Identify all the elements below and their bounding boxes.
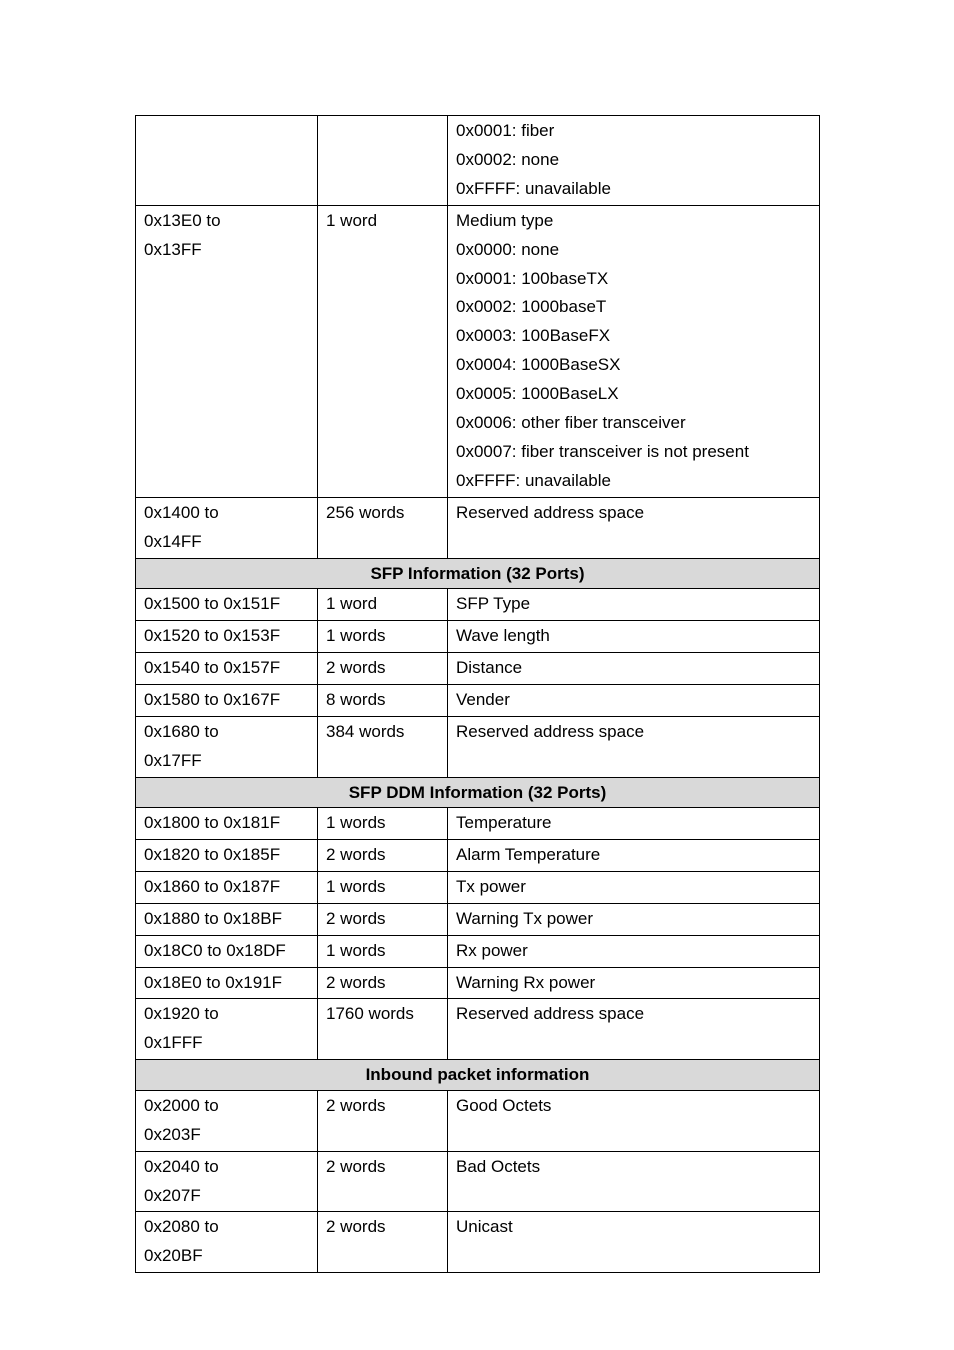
size-cell [318,589,448,621]
table-row [136,967,820,999]
address-cell-line: 0x1820 to 0x185F [144,844,281,864]
description-cell-line: Medium type [456,210,554,230]
address-cell [136,116,318,206]
address-cell-line: 0x1500 to 0x151F [144,594,281,614]
size-cell-line: 2 words [326,908,386,928]
description-cell-line: 0x0002: 1000baseT [456,297,607,317]
section-header-ddm [136,777,820,808]
address-cell [136,1151,318,1212]
size-cell-line: 1 words [326,876,386,896]
size-cell [318,967,448,999]
table-row [136,589,820,621]
size-cell [318,871,448,903]
description-cell [448,684,820,716]
address-cell-line: 0x13E0 to [144,210,221,230]
address-cell-line: 0x2040 to [144,1156,219,1176]
description-cell-line: Unicast [456,1217,513,1237]
description-cell-line: 0x0006: other fiber transceiver [456,413,686,433]
description-cell [448,116,820,206]
size-cell-line: 8 words [326,689,386,709]
description-cell-line: Tx power [456,876,526,896]
size-cell-line: 1 words [326,813,386,833]
size-cell [318,839,448,871]
address-cell-line: 0x1520 to 0x153F [144,626,281,645]
table-row [136,903,820,935]
table-row [136,497,820,558]
address-cell [136,808,318,840]
description-cell [448,935,820,967]
address-cell-line: 0x1FFF [144,1033,203,1053]
description-cell-line: 0x0001: fiber [456,121,555,140]
description-cell [448,589,820,621]
table-row [136,716,820,777]
description-cell-line: Temperature [456,813,552,833]
description-cell [448,205,820,497]
address-cell-line: 0x2080 to [144,1217,219,1237]
description-cell [448,808,820,840]
size-cell [318,497,448,558]
size-cell-line: 1 word [326,594,378,614]
description-cell-line: Vender [456,689,510,709]
size-cell [318,1151,448,1212]
description-cell [448,903,820,935]
address-cell [136,935,318,967]
address-cell [136,684,318,716]
description-cell-line: Reserved address space [456,502,645,522]
description-cell-line: Distance [456,657,523,677]
description-cell-line: 0x0000: none [456,239,560,259]
address-cell [136,652,318,684]
address-cell-line: 0x13FF [144,239,202,259]
address-cell [136,716,318,777]
address-cell [136,999,318,1060]
address-cell-line: 0x17FF [144,750,202,770]
size-cell-line: 2 words [326,1217,386,1237]
register-map-body [136,116,820,1273]
section-title: SFP DDM Information (32 Ports) [136,777,820,808]
section-title: Inbound packet information [136,1060,820,1091]
description-cell [448,967,820,999]
size-cell [318,935,448,967]
size-cell [318,1212,448,1273]
table-row [136,1151,820,1212]
size-cell-line: 2 words [326,657,386,677]
address-cell [136,871,318,903]
address-cell [136,839,318,871]
table-row [136,1090,820,1151]
size-cell-line: 1 words [326,940,386,960]
size-cell [318,903,448,935]
section-header-inbound [136,1060,820,1091]
description-cell-line: Warning Tx power [456,908,593,928]
description-cell-line: Alarm Temperature [456,844,601,864]
address-cell [136,205,318,497]
size-cell [318,652,448,684]
address-cell-line: 0x18C0 to 0x18DF [144,940,286,960]
size-cell-line: 256 words [326,502,405,522]
description-cell-line: 0x0005: 1000BaseLX [456,384,619,404]
address-cell [136,1090,318,1151]
address-cell-line: 0x1920 to [144,1004,219,1024]
description-cell-line: 0x0003: 100BaseFX [456,326,611,346]
size-cell-line: 2 words [326,1156,386,1176]
description-cell-line: 0xFFFF: unavailable [456,470,611,490]
address-cell-line: 0x2000 to [144,1095,219,1115]
address-cell-line: 0x207F [144,1185,201,1205]
address-cell [136,967,318,999]
section-title: SFP Information (32 Ports) [136,558,820,589]
description-cell-line: 0x0002: none [456,149,560,169]
description-cell-line: Rx power [456,940,528,960]
description-cell-line: Good Octets [456,1095,552,1115]
address-cell-line: 0x1580 to 0x167F [144,689,281,709]
address-cell-line: 0x20BF [144,1246,203,1266]
table-row [136,116,820,206]
description-cell [448,871,820,903]
description-cell-line: 0x0001: 100baseTX [456,268,609,288]
size-cell [318,684,448,716]
description-cell [448,839,820,871]
description-cell [448,999,820,1060]
table-row [136,935,820,967]
address-cell-line: 0x203F [144,1124,201,1144]
section-header-sfp [136,558,820,589]
description-cell-line: SFP Type [456,594,531,614]
description-cell [448,716,820,777]
address-cell-line: 0x18E0 to 0x191F [144,972,282,992]
table-row [136,999,820,1060]
table-row [136,839,820,871]
table-row [136,808,820,840]
address-cell-line: 0x1800 to 0x181F [144,813,281,833]
size-cell-line: 384 words [326,721,405,741]
size-cell [318,1090,448,1151]
size-cell [318,205,448,497]
description-cell [448,1090,820,1151]
address-cell [136,903,318,935]
address-cell-line: 0x14FF [144,531,202,551]
description-cell-line: Reserved address space [456,721,645,741]
size-cell [318,116,448,206]
address-cell [136,589,318,621]
table-row [136,1212,820,1273]
address-cell-line: 0x1400 to [144,502,219,522]
table-row [136,871,820,903]
address-cell-line: 0x1860 to 0x187F [144,876,281,896]
address-cell-line: 0x1680 to [144,721,219,741]
size-cell-line: 2 words [326,844,386,864]
size-cell-line: 2 words [326,972,386,992]
description-cell [448,1151,820,1212]
table-row [136,621,820,653]
address-cell-line: 0x1880 to 0x18BF [144,908,282,928]
size-cell-line: 1 word [326,210,378,230]
size-cell [318,999,448,1060]
address-cell [136,1212,318,1273]
size-cell [318,621,448,653]
address-cell [136,497,318,558]
table-row [136,652,820,684]
size-cell-line: 1760 words [326,1004,414,1024]
description-cell [448,652,820,684]
table-row [136,205,820,497]
address-cell-line: 0x1540 to 0x157F [144,657,281,677]
register-map-table [135,115,820,1273]
description-cell-line: Wave length [456,626,550,645]
description-cell-line: 0xFFFF: unavailable [456,178,611,198]
size-cell [318,808,448,840]
description-cell-line: Bad Octets [456,1156,541,1176]
description-cell-line: Warning Rx power [456,972,596,992]
address-cell [136,621,318,653]
description-cell [448,1212,820,1273]
description-cell-line: 0x0004: 1000BaseSX [456,355,621,375]
description-cell [448,621,820,653]
size-cell-line: 2 words [326,1095,386,1115]
table-row [136,684,820,716]
size-cell-line: 1 words [326,626,386,645]
description-cell [448,497,820,558]
description-cell-line: Reserved address space [456,1004,645,1024]
size-cell [318,716,448,777]
description-cell-line: 0x0007: fiber transceiver is not present [456,441,749,461]
